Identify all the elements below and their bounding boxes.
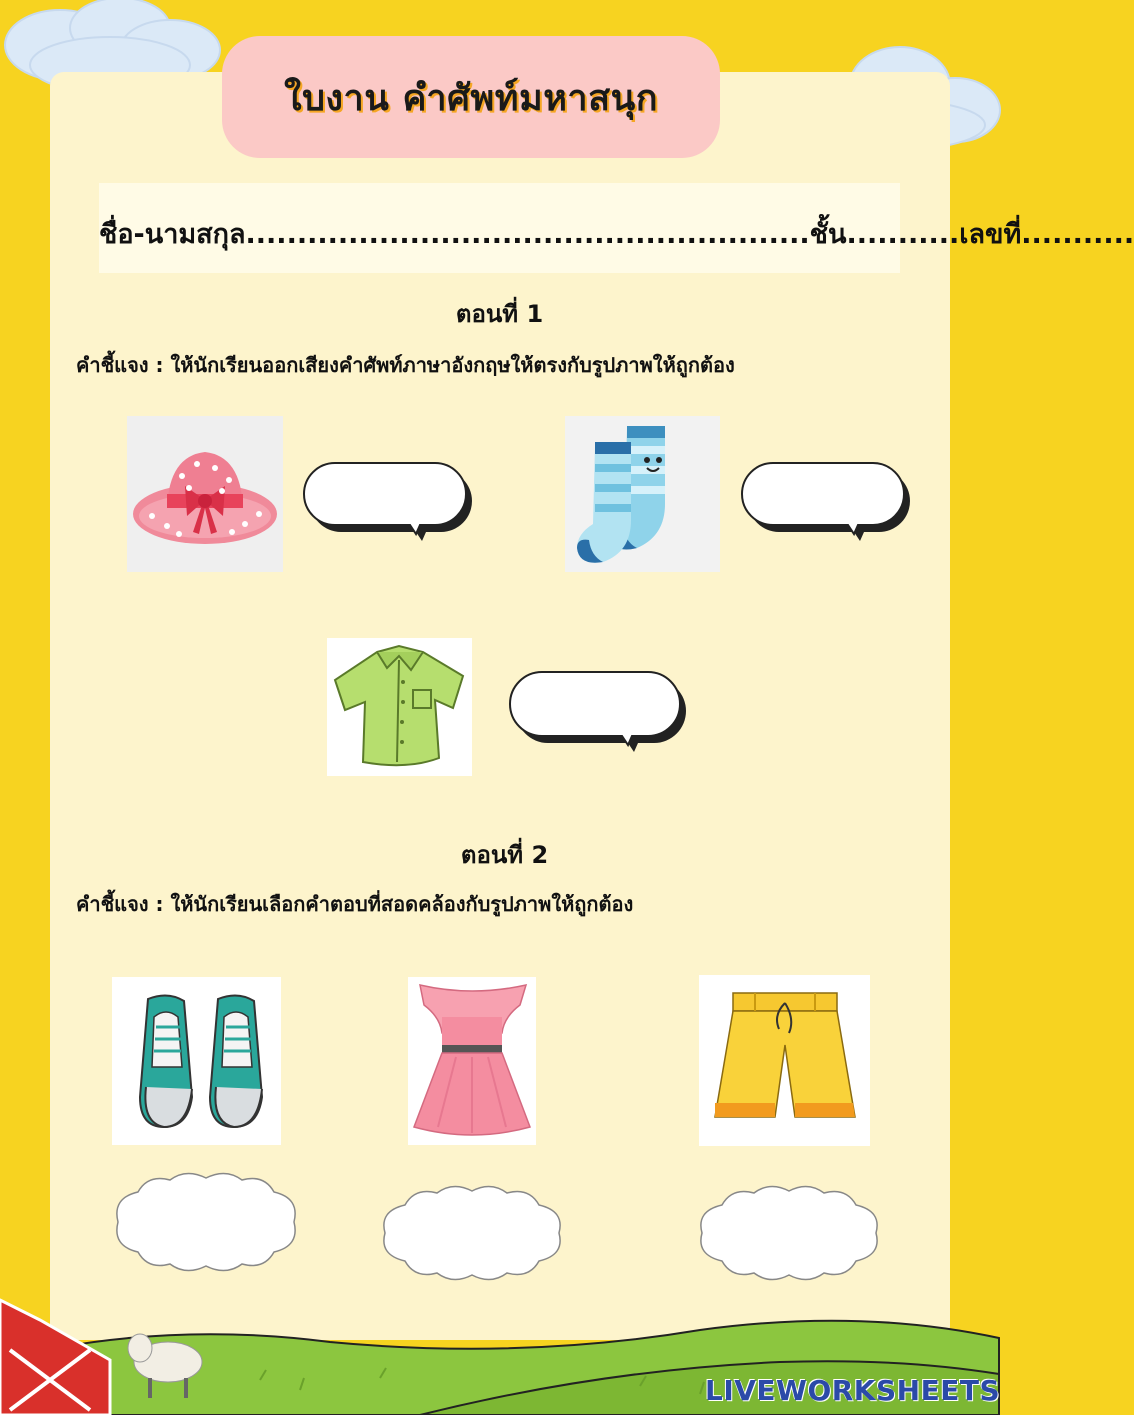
title-banner (222, 36, 720, 158)
shirt-icon (327, 638, 472, 776)
socks-icon (565, 416, 720, 572)
hat-image (127, 416, 283, 572)
hat-answer-input[interactable] (314, 475, 458, 513)
socks-image (565, 416, 720, 572)
sneakers-answer-cloud (108, 1170, 304, 1274)
student-info-line: ชื่อ-นามสกุล.......................................................ชั้น...........เลขที่........... (99, 219, 1134, 250)
sneakers-image (112, 977, 281, 1145)
part2-heading: ตอนที่ 2 (460, 841, 549, 869)
part2-instruction: คำชี้แจง : ให้นักเรียนเลือกคำตอบที่สอดคล้องกับรูปภาพให้ถูกต้อง (76, 892, 634, 916)
liveworksheets-watermark: LIVEWORKSHEETS (705, 1374, 1001, 1407)
shirt-answer-bubble (506, 670, 686, 748)
part1-instruction: คำชี้แจง : ให้นักเรียนออกเสียงคำศัพท์ภาษาอังกฤษให้ตรงกับรูปภาพให้ถูกต้อง (76, 353, 735, 377)
shorts-image (699, 975, 870, 1146)
sneakers-answer-input[interactable] (138, 1202, 278, 1244)
worksheet-title: ใบงาน คำศัพท์มหาสนุก (283, 77, 659, 119)
shirt-answer-input[interactable] (522, 684, 672, 724)
shorts-answer-input[interactable] (722, 1213, 860, 1255)
shorts-answer-cloud (692, 1183, 886, 1283)
hat-icon (127, 416, 283, 572)
shorts-icon (699, 975, 870, 1146)
dress-icon (408, 977, 536, 1145)
dress-answer-cloud (375, 1183, 569, 1283)
part1-heading: ตอนที่ 1 (455, 300, 544, 328)
sneakers-icon (112, 977, 281, 1145)
socks-answer-bubble (738, 461, 910, 537)
dress-answer-input[interactable] (405, 1213, 543, 1255)
hat-answer-bubble (300, 461, 472, 537)
shirt-image (327, 638, 472, 776)
dress-image (408, 977, 536, 1145)
socks-answer-input[interactable] (752, 475, 896, 513)
